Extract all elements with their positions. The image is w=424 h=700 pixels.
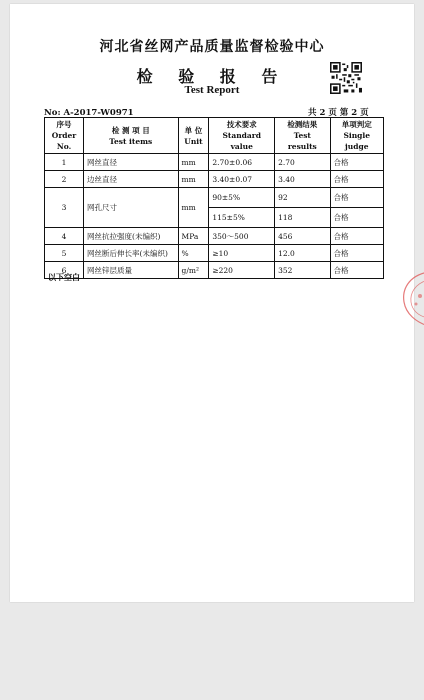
report-page [10, 4, 414, 602]
cell-unit: mm [178, 154, 209, 171]
test-results-table [44, 117, 384, 279]
table-row [45, 154, 384, 171]
cell-judge: 合格 [330, 208, 383, 228]
col-header-items: 检 测 项 目 Test items [84, 118, 179, 154]
cell-unit: mm [178, 171, 209, 188]
cell-result: 352 [275, 262, 330, 279]
cell-standard: 350～500 [209, 228, 275, 245]
report-title-cn: 检 验 报 告 [136, 67, 288, 86]
table-header-row [45, 118, 384, 154]
table-row [45, 262, 384, 279]
col-header-unit: 单 位 Unit [178, 118, 209, 154]
cell-result: 456 [275, 228, 330, 245]
cell-result: 2.70 [275, 154, 330, 171]
cell-order: 2 [45, 171, 84, 188]
qr-code-icon [330, 62, 362, 94]
organization-name: 河北省丝网产品质量监督检验中心 [99, 39, 325, 55]
col-header-order: 序号 Order No. [45, 118, 84, 154]
cell-order: 5 [45, 245, 84, 262]
cell-judge: 合格 [330, 245, 383, 262]
cell-result: 92 [275, 188, 330, 208]
cell-result: 3.40 [275, 171, 330, 188]
cell-item: 网丝断后伸长率(未编织) [84, 245, 179, 262]
cell-judge: 合格 [330, 154, 383, 171]
cell-standard: 3.40±0.07 [209, 171, 275, 188]
cell-standard: 115±5% [209, 208, 275, 228]
cell-result: 118 [275, 208, 330, 228]
cell-item: 网丝抗拉强度(未编织) [84, 228, 179, 245]
blank-below-note: 以下空白 [48, 272, 80, 282]
col-header-results: 检测结果 Test results [275, 118, 330, 154]
table-row [45, 228, 384, 245]
col-header-judge: 单项判定 Single judge [330, 118, 383, 154]
cell-order: 6 [45, 262, 84, 279]
table-row [45, 245, 384, 262]
cell-standard: 2.70±0.06 [209, 154, 275, 171]
cell-judge: 合格 [330, 262, 383, 279]
cell-standard: ≥220 [209, 262, 275, 279]
cell-unit: MPa [178, 228, 209, 245]
cell-unit: % [178, 245, 209, 262]
cell-unit: g/m² [178, 262, 209, 279]
col-header-standard: 技术要求 Standard value [209, 118, 275, 154]
cell-item: 网丝锌层质量 [84, 262, 179, 279]
cell-standard: 90±5% [209, 188, 275, 208]
cell-item: 网丝直径 [84, 154, 179, 171]
report-title-en: Test Report [184, 84, 240, 96]
cell-judge: 合格 [330, 188, 383, 208]
cell-order: 1 [45, 154, 84, 171]
cell-result: 12.0 [275, 245, 330, 262]
page-number: 共 2 页 第 2 页 [308, 108, 369, 118]
cell-order: 3 [45, 188, 84, 228]
table-row [45, 188, 384, 208]
cell-judge: 合格 [330, 171, 383, 188]
document-number: No: A-2017-W0971 [44, 108, 134, 118]
cell-unit: mm [178, 188, 209, 228]
cell-item: 边丝直径 [84, 171, 179, 188]
table-row [45, 171, 384, 188]
cell-order: 4 [45, 228, 84, 245]
red-seal-stamp [398, 266, 424, 330]
cell-standard: ≥10 [209, 245, 275, 262]
cell-item: 网孔尺寸 [84, 188, 179, 228]
cell-judge: 合格 [330, 228, 383, 245]
